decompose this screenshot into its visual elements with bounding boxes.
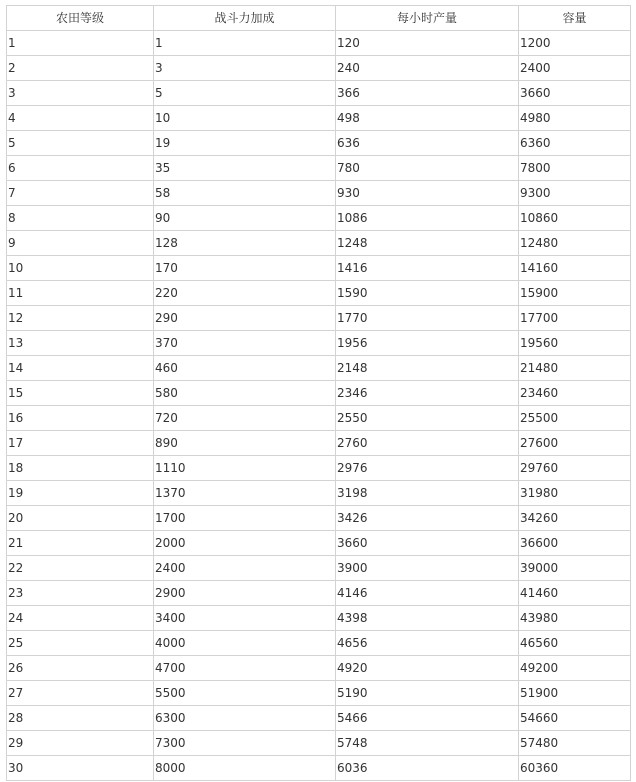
cell-combat-power-bonus: 720: [154, 406, 336, 431]
cell-combat-power-bonus: 35: [154, 156, 336, 181]
cell-combat-power-bonus: 2900: [154, 581, 336, 606]
cell-capacity: 10860: [519, 206, 631, 231]
cell-hourly-output: 120: [336, 31, 519, 56]
cell-farm-level: 9: [7, 231, 154, 256]
cell-capacity: 27600: [519, 431, 631, 456]
cell-farm-level: 24: [7, 606, 154, 631]
cell-hourly-output: 4146: [336, 581, 519, 606]
table-row: [7, 31, 631, 56]
cell-combat-power-bonus: 1: [154, 31, 336, 56]
table-row: [7, 381, 631, 406]
cell-combat-power-bonus: 580: [154, 381, 336, 406]
table-row: [7, 606, 631, 631]
table-row: [7, 431, 631, 456]
cell-farm-level: 30: [7, 756, 154, 781]
cell-hourly-output: 4920: [336, 656, 519, 681]
table-row: [7, 231, 631, 256]
cell-capacity: 43980: [519, 606, 631, 631]
cell-capacity: 41460: [519, 581, 631, 606]
cell-combat-power-bonus: 128: [154, 231, 336, 256]
cell-farm-level: 21: [7, 531, 154, 556]
table-row: [7, 56, 631, 81]
cell-hourly-output: 4656: [336, 631, 519, 656]
cell-capacity: 25500: [519, 406, 631, 431]
cell-combat-power-bonus: 5500: [154, 681, 336, 706]
cell-combat-power-bonus: 2400: [154, 556, 336, 581]
cell-hourly-output: 2976: [336, 456, 519, 481]
cell-hourly-output: 780: [336, 156, 519, 181]
table-row: [7, 506, 631, 531]
cell-farm-level: 27: [7, 681, 154, 706]
table-row: [7, 581, 631, 606]
cell-combat-power-bonus: 6300: [154, 706, 336, 731]
table-body: [7, 31, 631, 781]
cell-hourly-output: 636: [336, 131, 519, 156]
cell-capacity: 36600: [519, 531, 631, 556]
cell-capacity: 51900: [519, 681, 631, 706]
cell-capacity: 14160: [519, 256, 631, 281]
cell-farm-level: 20: [7, 506, 154, 531]
table-row: [7, 731, 631, 756]
cell-hourly-output: 3900: [336, 556, 519, 581]
cell-capacity: 15900: [519, 281, 631, 306]
table-header-row: [7, 6, 631, 31]
cell-combat-power-bonus: 3: [154, 56, 336, 81]
header-hourly-output: 每小时产量: [336, 6, 519, 31]
cell-hourly-output: 1086: [336, 206, 519, 231]
cell-farm-level: 28: [7, 706, 154, 731]
table-row: [7, 531, 631, 556]
cell-capacity: 2400: [519, 56, 631, 81]
table-row: [7, 331, 631, 356]
table-row: [7, 356, 631, 381]
cell-capacity: 34260: [519, 506, 631, 531]
cell-farm-level: 3: [7, 81, 154, 106]
header-capacity: 容量: [519, 6, 631, 31]
table-row: [7, 556, 631, 581]
table-row: [7, 156, 631, 181]
cell-farm-level: 16: [7, 406, 154, 431]
cell-combat-power-bonus: 90: [154, 206, 336, 231]
cell-combat-power-bonus: 1110: [154, 456, 336, 481]
cell-farm-level: 14: [7, 356, 154, 381]
cell-capacity: 9300: [519, 181, 631, 206]
cell-farm-level: 6: [7, 156, 154, 181]
cell-hourly-output: 2760: [336, 431, 519, 456]
table-row: [7, 131, 631, 156]
farm-level-table: [6, 5, 631, 781]
cell-farm-level: 23: [7, 581, 154, 606]
cell-combat-power-bonus: 290: [154, 306, 336, 331]
table-row: [7, 681, 631, 706]
table-row: [7, 181, 631, 206]
cell-combat-power-bonus: 7300: [154, 731, 336, 756]
cell-combat-power-bonus: 4700: [154, 656, 336, 681]
cell-capacity: 6360: [519, 131, 631, 156]
header-farm-level: 农田等级: [7, 6, 154, 31]
cell-hourly-output: 498: [336, 106, 519, 131]
cell-capacity: 23460: [519, 381, 631, 406]
table-row: [7, 281, 631, 306]
table-row: [7, 306, 631, 331]
cell-farm-level: 29: [7, 731, 154, 756]
cell-combat-power-bonus: 1370: [154, 481, 336, 506]
cell-farm-level: 25: [7, 631, 154, 656]
cell-farm-level: 1: [7, 31, 154, 56]
cell-farm-level: 7: [7, 181, 154, 206]
cell-combat-power-bonus: 19: [154, 131, 336, 156]
cell-combat-power-bonus: 170: [154, 256, 336, 281]
cell-combat-power-bonus: 1700: [154, 506, 336, 531]
cell-hourly-output: 2346: [336, 381, 519, 406]
cell-combat-power-bonus: 3400: [154, 606, 336, 631]
table-row: [7, 481, 631, 506]
cell-combat-power-bonus: 370: [154, 331, 336, 356]
table-row: [7, 256, 631, 281]
table-row: [7, 406, 631, 431]
cell-hourly-output: 240: [336, 56, 519, 81]
cell-capacity: 21480: [519, 356, 631, 381]
cell-hourly-output: 4398: [336, 606, 519, 631]
cell-combat-power-bonus: 10: [154, 106, 336, 131]
cell-capacity: 29760: [519, 456, 631, 481]
cell-farm-level: 12: [7, 306, 154, 331]
cell-hourly-output: 1248: [336, 231, 519, 256]
cell-capacity: 1200: [519, 31, 631, 56]
cell-capacity: 57480: [519, 731, 631, 756]
cell-combat-power-bonus: 460: [154, 356, 336, 381]
cell-farm-level: 26: [7, 656, 154, 681]
table-row: [7, 106, 631, 131]
cell-capacity: 17700: [519, 306, 631, 331]
cell-farm-level: 22: [7, 556, 154, 581]
cell-hourly-output: 366: [336, 81, 519, 106]
cell-combat-power-bonus: 890: [154, 431, 336, 456]
cell-capacity: 3660: [519, 81, 631, 106]
cell-farm-level: 11: [7, 281, 154, 306]
cell-capacity: 31980: [519, 481, 631, 506]
table-row: [7, 631, 631, 656]
cell-farm-level: 18: [7, 456, 154, 481]
cell-hourly-output: 1956: [336, 331, 519, 356]
cell-hourly-output: 3198: [336, 481, 519, 506]
table-row: [7, 81, 631, 106]
cell-combat-power-bonus: 8000: [154, 756, 336, 781]
table-row: [7, 756, 631, 781]
cell-hourly-output: 930: [336, 181, 519, 206]
cell-capacity: 39000: [519, 556, 631, 581]
cell-capacity: 4980: [519, 106, 631, 131]
cell-hourly-output: 3660: [336, 531, 519, 556]
cell-capacity: 49200: [519, 656, 631, 681]
cell-capacity: 54660: [519, 706, 631, 731]
cell-hourly-output: 5466: [336, 706, 519, 731]
cell-capacity: 19560: [519, 331, 631, 356]
cell-combat-power-bonus: 2000: [154, 531, 336, 556]
cell-combat-power-bonus: 5: [154, 81, 336, 106]
cell-hourly-output: 1416: [336, 256, 519, 281]
table-row: [7, 706, 631, 731]
cell-hourly-output: 1590: [336, 281, 519, 306]
cell-farm-level: 4: [7, 106, 154, 131]
cell-combat-power-bonus: 4000: [154, 631, 336, 656]
cell-farm-level: 17: [7, 431, 154, 456]
cell-combat-power-bonus: 58: [154, 181, 336, 206]
cell-capacity: 46560: [519, 631, 631, 656]
cell-farm-level: 5: [7, 131, 154, 156]
cell-combat-power-bonus: 220: [154, 281, 336, 306]
cell-capacity: 7800: [519, 156, 631, 181]
cell-farm-level: 15: [7, 381, 154, 406]
cell-capacity: 60360: [519, 756, 631, 781]
cell-hourly-output: 2550: [336, 406, 519, 431]
cell-farm-level: 8: [7, 206, 154, 231]
cell-hourly-output: 1770: [336, 306, 519, 331]
cell-capacity: 12480: [519, 231, 631, 256]
table-row: [7, 656, 631, 681]
cell-hourly-output: 6036: [336, 756, 519, 781]
table-row: [7, 456, 631, 481]
table-row: [7, 206, 631, 231]
header-combat-power-bonus: 战斗力加成: [154, 6, 336, 31]
cell-farm-level: 10: [7, 256, 154, 281]
cell-hourly-output: 3426: [336, 506, 519, 531]
cell-hourly-output: 5748: [336, 731, 519, 756]
cell-hourly-output: 5190: [336, 681, 519, 706]
farm-level-table-container: [6, 5, 631, 781]
cell-hourly-output: 2148: [336, 356, 519, 381]
cell-farm-level: 19: [7, 481, 154, 506]
cell-farm-level: 13: [7, 331, 154, 356]
cell-farm-level: 2: [7, 56, 154, 81]
